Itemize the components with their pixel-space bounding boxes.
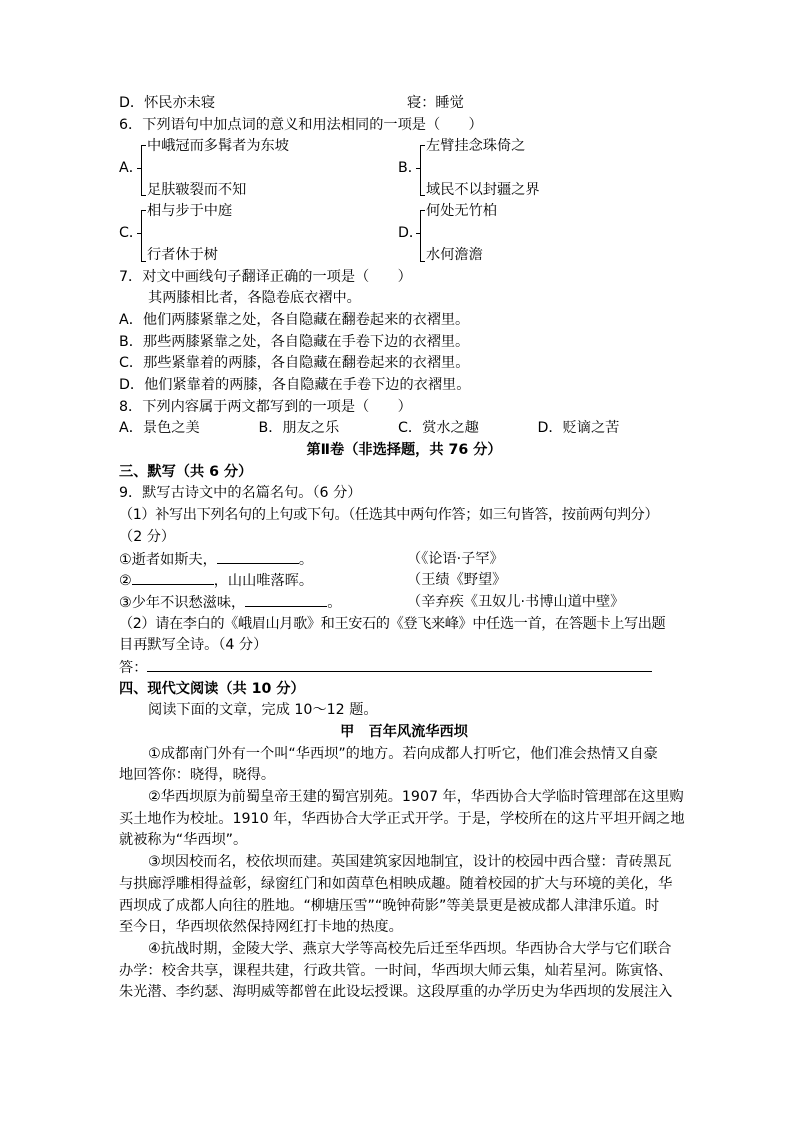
item-text <box>119 549 407 571</box>
paragraph-line: 西坝成了成都人向往的胜地。“柳塘压雪”“晚钟荷影”等美景更是被成都人津津乐道。时 <box>119 897 660 914</box>
q9-sub1: （1）补写出下列名句的上句或下句。（任选其中两句作答；如三句皆答，按前两句判分） <box>119 507 659 524</box>
paragraph-line: ①成都南门外有一个叫“华西坝”的地方。若向成都人打听它，他们准会热情又自豪 <box>148 745 658 762</box>
article-paragraph-1 <box>119 744 689 787</box>
q6-options-row-1 <box>119 136 689 201</box>
brace-icon <box>420 136 426 201</box>
brace-icon <box>141 201 147 266</box>
option-line-2: 行者休于树 <box>147 246 218 263</box>
option-label: B． <box>398 160 422 177</box>
item-post: 。 <box>298 551 314 568</box>
answer-row <box>119 657 689 679</box>
recite-item-2 <box>119 570 689 592</box>
section3-title: 三、默写（共 6 分） <box>119 463 253 480</box>
q7-quote: 其两膝相比者，各隐卷底衣褶中。 <box>148 290 361 307</box>
q6-option-b <box>398 136 677 201</box>
paragraph-line: 朱光潜、李约瑟、海明威等都曾在此设坛授课。这段厚重的办学历史为华西坝的发展注入 <box>119 984 673 1001</box>
item-post: ，山山唯落晖。 <box>213 573 314 590</box>
reading-intro: 阅读下面的文章，完成 10～12 题。 <box>148 702 378 719</box>
q9-sub2-line-2: 目再默写全诗。（4 分） <box>119 637 268 654</box>
item-source: （辛弃疾《丑奴儿·书博山道中壁》 <box>407 593 625 610</box>
recite-item-1 <box>119 549 689 571</box>
annotation-note: 寝：睡觉 <box>407 95 464 111</box>
q8-option-b: B．朋友之乐 <box>258 420 340 437</box>
article-paragraph-3 <box>119 852 689 939</box>
q9-sub1-score: （2 分） <box>119 528 176 545</box>
option-text: D．怀民亦未寝 <box>119 95 216 111</box>
q9-sub2-line-1: （2）请在李白的《峨眉山月歌》和王安石的《登飞来峰》中任选一首，在答题卡上写出题 <box>119 615 666 632</box>
q8-options <box>119 418 689 440</box>
option-line-1: 中峨冠而多髯者为东坡 <box>147 138 289 155</box>
q6-stem: 6．下列语句中加点词的意义和用法相同的一项是（ ） <box>119 116 483 133</box>
q8-stem: 8．下列内容属于两文都写到的一项是（ ） <box>119 398 412 415</box>
item-text <box>119 592 407 614</box>
q7-option-a: A．他们两膝紧靠之处，各自隐藏在翻卷起来的衣褶里。 <box>119 311 470 328</box>
item-source: （《论语·子罕》 <box>407 550 504 567</box>
option-label: D． <box>398 225 424 242</box>
article-title: 甲 百年风流华西坝 <box>340 724 468 740</box>
q6-option-d <box>398 201 677 266</box>
q7-stem: 7．对文中画线句子翻译正确的一项是（ ） <box>119 268 412 285</box>
q5-option-d <box>119 93 689 115</box>
option-label: C． <box>119 225 144 242</box>
article-paragraph-2 <box>119 787 689 852</box>
q8-option-d: D．贬谪之苦 <box>537 420 620 437</box>
answer-line[interactable] <box>147 657 652 672</box>
item-pre: ② <box>119 573 132 590</box>
q7-option-b: B．那些两膝紧靠之处，各自隐藏在手卷下边的衣褶里。 <box>119 333 470 350</box>
paragraph-line: 地回答你：晓得，晓得。 <box>119 767 276 784</box>
answer-blank[interactable] <box>132 570 214 585</box>
q7-option-c: C．那些紧靠着的两膝，各自隐藏在翻卷起来的衣褶里。 <box>119 355 470 372</box>
brace-icon <box>141 136 147 201</box>
item-source: （王绩《野望》 <box>407 572 507 589</box>
option-line-2: 足肤皲裂而不知 <box>147 181 247 198</box>
item-pre: ③少年不识愁滋味， <box>119 594 246 611</box>
paragraph-line: 买土地作为校址。1910 年，华西协合大学正式开学。于是，学校所在的这片平坦开阔之地 <box>119 810 685 827</box>
option-line-2: 水何澹澹 <box>426 246 483 263</box>
answer-blank[interactable] <box>217 549 299 564</box>
paragraph-line: 与拱廊浮雕相得益彰，绿窗红门和如茵草色相映成趣。随着校园的扩大与环境的美化，华 <box>119 875 673 892</box>
option-line-1: 相与步于中庭 <box>147 203 233 220</box>
option-label: A． <box>119 160 143 177</box>
paragraph-line: ③坝因校而名，校依坝而建。英国建筑家因地制宜，设计的校园中西合璧：青砖黑瓦 <box>148 854 672 871</box>
section4-title: 四、现代文阅读（共 10 分） <box>119 680 305 697</box>
article-paragraph-4 <box>119 939 689 1004</box>
paragraph-line: ④抗战时期，金陵大学、燕京大学等高校先后迁至华西坝。华西协合大学与它们联合 <box>148 940 672 957</box>
brace-icon <box>420 201 426 266</box>
q8-option-c: C．赏水之趣 <box>398 420 479 437</box>
q7-option-d: D．他们紧靠着的两膝，各自隐藏在手卷下边的衣褶里。 <box>119 377 471 393</box>
recite-item-3 <box>119 592 689 614</box>
q8-option-a: A．景色之美 <box>119 420 200 437</box>
paragraph-line: 至今日，华西坝依然保持网红打卡地的热度。 <box>119 919 403 936</box>
part2-title: 第Ⅱ卷（非选择题，共 76 分） <box>306 442 502 459</box>
q6-option-a <box>119 136 398 201</box>
option-line-1: 左臂挂念珠倚之 <box>426 138 526 155</box>
item-text <box>119 570 407 592</box>
item-post: 。 <box>327 594 342 611</box>
option-line-2: 域民不以封疆之界 <box>426 181 540 198</box>
item-pre: ①逝者如斯夫， <box>119 551 217 568</box>
q6-option-c <box>119 201 398 266</box>
answer-blank[interactable] <box>245 592 327 607</box>
q6-options-row-2 <box>119 201 689 266</box>
exam-page <box>119 93 689 1004</box>
q9-stem: 9．默写古诗文中的名篇名句。（6 分） <box>119 485 362 502</box>
answer-label: 答： <box>119 659 148 676</box>
paragraph-line: 办学：校舍共享，课程共建，行政共管。一时间，华西坝大师云集，灿若星河。陈寅恪、 <box>119 962 673 979</box>
paragraph-line: 就被称为“华西坝”。 <box>119 832 248 849</box>
paragraph-line: ②华西坝原为前蜀皇帝王建的蜀宫别苑。1907 年，华西协合大学临时管理部在这里购 <box>148 789 684 806</box>
option-line-1: 何处无竹柏 <box>426 203 497 220</box>
